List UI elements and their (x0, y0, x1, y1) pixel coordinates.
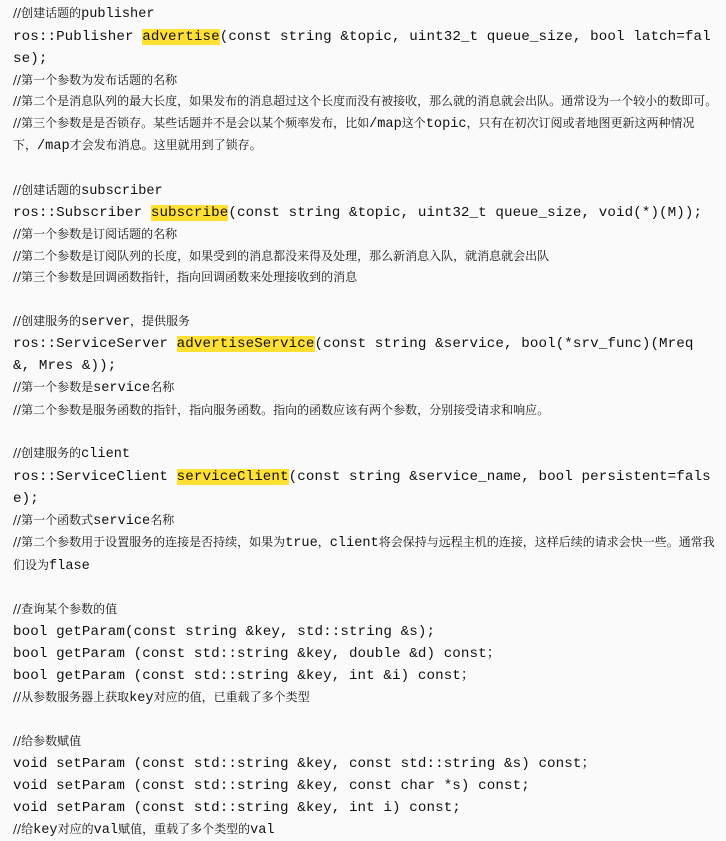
blank-line (13, 289, 718, 311)
client-comment-2 (13, 532, 718, 577)
comment-term: service (93, 381, 150, 396)
comment-text: //创建服务的 (13, 446, 81, 460)
comment-text: 对应的 (58, 822, 94, 836)
highlighted-function: serviceClient (177, 469, 289, 485)
subscriber-comment-3: //第三个参数是回调函数指针，指向回调函数来处理接收到的消息 (13, 267, 718, 289)
comment-text: ，只有在初次订阅或者地图更新这两种情况下， (13, 116, 695, 153)
publisher-comment-3 (13, 113, 718, 158)
publisher-comment-2: //第二个是消息队列的最大长度，如果发布的消息超过这个长度而没有被接收，那么就的消息就会出队。通常设为一个较小的数即可。 (13, 91, 718, 113)
comment-text: ，提供服务 (130, 314, 190, 328)
get-param-line-2: bool getParam (const std::string &key, double &d) const； (13, 643, 718, 665)
comment-text: //第一个函数式 (13, 513, 93, 527)
comment-text: //从参数服务器上获取 (13, 690, 129, 704)
comment-term: client (81, 447, 130, 462)
get-param-line-3: bool getParam (const std::string &key, int &i) const； (13, 665, 718, 687)
blank-line (13, 158, 718, 180)
comment-term: key (33, 823, 57, 838)
set-param-line-1: void setParam (const std::string &key, const std::string &s) const； (13, 753, 718, 775)
comment-text: 名称 (150, 380, 174, 394)
server-heading-comment (13, 311, 718, 334)
subscriber-code-line (13, 202, 718, 224)
code-text: ros::ServiceClient (13, 469, 177, 485)
code-text: (const string &service_name, bool persistent=false); (13, 469, 711, 507)
comment-term: val (250, 823, 274, 838)
comment-term: server (81, 315, 130, 330)
comment-term: service (93, 514, 150, 529)
comment-text: ， (318, 535, 330, 549)
comment-text: //创建服务的 (13, 314, 81, 328)
subscriber-heading-comment (13, 180, 718, 203)
comment-text: //第三个参数是是否锁存。某些话题并不是会以某个频率发布，比如 (13, 116, 369, 130)
publisher-comment-1: //第一个参数为发布话题的名称 (13, 70, 718, 92)
highlighted-function: advertise (142, 29, 220, 45)
comment-term: subscriber (81, 184, 163, 199)
comment-term: topic (426, 117, 467, 132)
get-param-heading-comment: //查询某个参数的值 (13, 599, 718, 621)
comment-term: true (285, 536, 318, 551)
client-comment-1 (13, 510, 718, 533)
publisher-heading-comment (13, 3, 718, 26)
code-text: ros::ServiceServer (13, 336, 177, 352)
comment-text: //创建话题的 (13, 6, 81, 20)
set-param-heading-comment: //给参数赋值 (13, 731, 718, 753)
comment-text: 赋值，重载了多个类型的 (118, 822, 250, 836)
blank-line (13, 577, 718, 599)
comment-term: flase (49, 559, 90, 574)
comment-term: /map (37, 139, 70, 154)
client-heading-comment (13, 443, 718, 466)
comment-text: //创建话题的 (13, 183, 81, 197)
code-text: ros::Subscriber (13, 205, 151, 221)
highlighted-function: advertiseService (177, 336, 315, 352)
comment-text: 这个 (402, 116, 426, 130)
comment-text: //第一个参数是 (13, 380, 93, 394)
comment-term: /map (369, 117, 402, 132)
subscriber-comment-1: //第一个参数是订阅话题的名称 (13, 224, 718, 246)
set-param-line-3: void setParam (const std::string &key, int i) const; (13, 797, 718, 819)
client-code-line (13, 466, 718, 510)
comment-term: val (94, 823, 118, 838)
get-param-comment (13, 687, 718, 710)
comment-text: //第二个参数用于设置服务的连接是否持续，如果为 (13, 535, 285, 549)
code-text: (const string &topic, uint32_t queue_size, bool latch=false); (13, 29, 711, 67)
server-comment-2: //第二个参数是服务函数的指针，指向服务函数。指向的函数应该有两个参数，分别接受请求和响应。 (13, 400, 718, 422)
server-code-line (13, 333, 718, 377)
comment-term: client (330, 536, 379, 551)
set-param-line-2: void setParam (const std::string &key, const char *s) const; (13, 775, 718, 797)
get-param-line-1: bool getParam(const string &key, std::string &s); (13, 621, 718, 643)
code-text: ros::Publisher (13, 29, 142, 45)
subscriber-comment-2: //第二个参数是订阅队列的长度，如果受到的消息都没来得及处理，那么新消息入队，就消息就会出队 (13, 246, 718, 268)
highlighted-function: subscribe (151, 205, 229, 221)
server-comment-1 (13, 377, 718, 400)
comment-text: 将会保持与远程主机的连接，这样后续的请求会快一些。通常我们设为 (13, 535, 715, 572)
comment-text: //给 (13, 822, 33, 836)
blank-line (13, 709, 718, 731)
code-text: (const string &service, bool(*srv_func)(Mreq &, Mres &)); (13, 336, 702, 374)
comment-term: publisher (81, 7, 154, 22)
comment-term: key (129, 691, 153, 706)
blank-line (13, 421, 718, 443)
code-text: (const string &topic, uint32_t queue_size, void(*)(M)); (228, 205, 702, 221)
publisher-code-line (13, 26, 718, 70)
comment-text: 对应的值，已重载了多个类型 (154, 690, 310, 704)
comment-text: 名称 (150, 513, 174, 527)
comment-text: 才会发布消息。这里就用到了锁存。 (70, 138, 262, 152)
set-param-comment (13, 819, 718, 841)
